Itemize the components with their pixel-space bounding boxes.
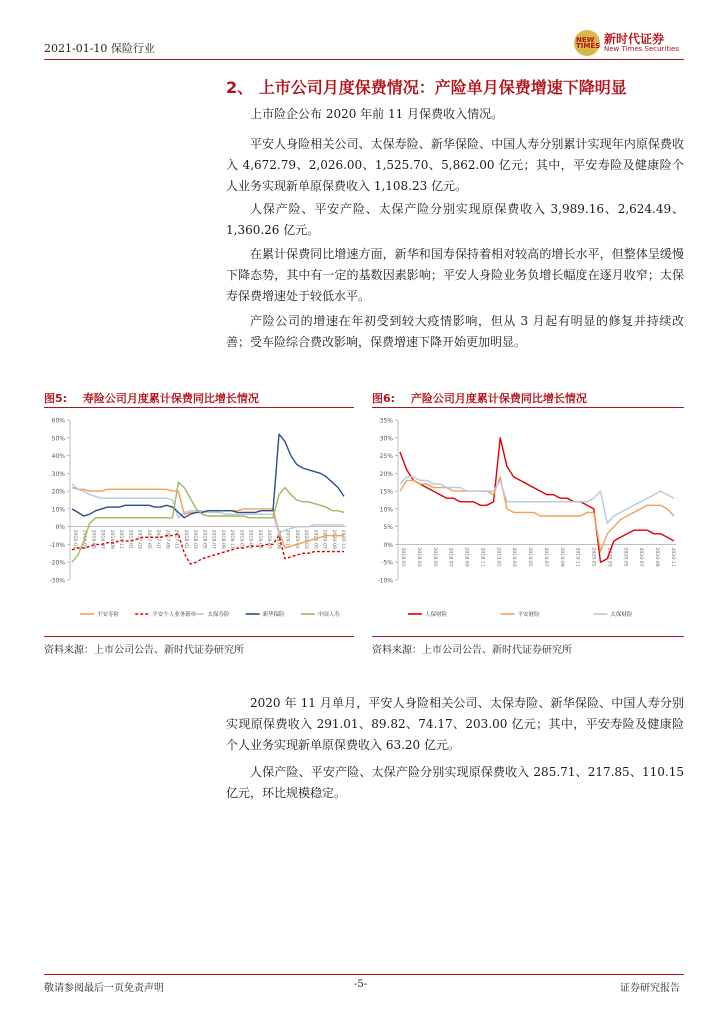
x-tick-label: 2019-05 xyxy=(527,547,533,567)
series-line-4 xyxy=(72,482,344,562)
y-tick-label: 0% xyxy=(383,541,393,549)
x-tick-label: 2016-11 xyxy=(118,529,124,549)
y-tick-label: 5% xyxy=(383,524,393,532)
footer-divider xyxy=(44,974,684,975)
x-tick-label: 2017-03 xyxy=(136,529,142,549)
x-tick-label: 2018-07 xyxy=(447,547,453,567)
x-tick-label: 2016-07 xyxy=(99,529,105,549)
figure-5-chart xyxy=(44,412,354,634)
x-tick-label: 2016-03 xyxy=(81,529,87,549)
figure-6-chart xyxy=(372,412,684,634)
figure-6-source-rule xyxy=(372,636,684,637)
y-tick-label: -10% xyxy=(377,577,393,585)
y-tick-label: 25% xyxy=(379,453,393,461)
legend-label: 太保财险 xyxy=(610,612,633,619)
x-tick-label: 2020-01 xyxy=(293,529,299,549)
x-tick-label: 2016-09 xyxy=(108,529,114,549)
footer-report-type: 证券研究报告 xyxy=(620,983,680,994)
series-line-0 xyxy=(400,438,674,562)
logo-cn-text: 新时代证券 xyxy=(604,32,665,46)
x-tick-label: 2020-07 xyxy=(638,547,644,567)
x-tick-label: 2018-01 xyxy=(400,547,405,567)
x-tick-label: 2018-09 xyxy=(219,529,225,549)
x-tick-label: 2018-11 xyxy=(479,547,485,567)
x-tick-label: 2020-01 xyxy=(590,547,596,567)
y-tick-label: 10% xyxy=(379,506,393,514)
x-tick-label: 2017-11 xyxy=(173,529,179,549)
y-tick-label: 10% xyxy=(51,506,65,514)
y-tick-label: 15% xyxy=(379,488,393,496)
y-tick-label: 60% xyxy=(51,417,65,425)
x-tick-label: 2019-03 xyxy=(511,547,517,567)
figure-6-rule xyxy=(372,407,684,408)
x-tick-label: 2017-01 xyxy=(127,529,133,549)
x-tick-label: 2018-07 xyxy=(210,529,216,549)
legend-label: 平安财险 xyxy=(517,612,540,619)
brand-logo xyxy=(574,30,684,56)
footer-page-number: -5- xyxy=(354,979,368,990)
x-tick-label: 2019-09 xyxy=(558,547,564,567)
legend-label: 人保财险 xyxy=(425,612,448,619)
x-tick-label: 2017-07 xyxy=(155,529,161,549)
x-tick-label: 2017-09 xyxy=(164,529,170,549)
x-tick-label: 2018-11 xyxy=(229,529,235,549)
x-tick-label: 2019-07 xyxy=(542,547,548,567)
x-tick-label: 2020-03 xyxy=(303,529,309,549)
x-tick-label: 2019-01 xyxy=(238,529,244,549)
paragraph-4: 在累计保费同比增速方面，新华和国寿保持着相对较高的增长水平，但整体呈缓慢下降态势，其中有一定的基数因素影响；平安人身险业务负增长幅度在逐月收窄；太保寿保费增速处于较低水平。 xyxy=(226,247,684,303)
y-tick-label: 20% xyxy=(51,488,65,496)
y-tick-label: 30% xyxy=(51,470,65,478)
logo-mark-text: NEW TIMES xyxy=(576,36,601,50)
x-tick-label: 2019-01 xyxy=(495,547,501,567)
y-tick-label: 30% xyxy=(379,435,393,443)
figure-6-caption: 产险公司月度累计保费同比增长情况 xyxy=(410,392,587,405)
x-tick-label: 2020-09 xyxy=(330,529,336,549)
footer-disclaimer: 敬请参阅最后一页免责声明 xyxy=(44,983,164,994)
x-tick-label: 2018-09 xyxy=(463,547,469,567)
x-tick-label: 2019-03 xyxy=(247,529,253,549)
paragraph-2: 平安人身险相关公司、太保寿险、新华保险、中国人寿分别累计实现年内原保费收入 4,672.79、2,026.00、1,525.70、5,862.00 亿元；其中，平安寿险及健康险个人业务实现新单原保费收入 1,108.23 亿元。 xyxy=(226,137,684,193)
x-tick-label: 2018-03 xyxy=(192,529,198,549)
legend-label: 中国人寿 xyxy=(317,612,340,619)
legend-label: 平安寿险 xyxy=(97,612,120,619)
x-tick-label: 2019-11 xyxy=(284,529,290,549)
figure-5-source-rule xyxy=(44,636,354,637)
x-tick-label: 2018-05 xyxy=(201,529,207,549)
series-line-2 xyxy=(400,477,674,523)
logo-emblem-icon xyxy=(574,30,600,56)
y-tick-label: 0% xyxy=(55,524,65,532)
header-date-topic: 2021-01-10 保险行业 xyxy=(44,42,155,55)
paragraph-1: 上市险企公布 2020 年前 11 月保费收入情况。 xyxy=(250,107,504,121)
figure-6-source: 资料来源：上市公司公告、新时代证券研究所 xyxy=(372,645,572,656)
legend-label: 平安个人业务新单 xyxy=(152,612,197,619)
x-tick-label: 2019-05 xyxy=(256,529,262,549)
x-tick-label: 2020-11 xyxy=(340,529,345,549)
x-tick-label: 2016-05 xyxy=(90,529,96,549)
legend-label: 太保寿险 xyxy=(207,612,230,619)
x-tick-label: 2018-01 xyxy=(182,529,188,549)
x-tick-label: 2019-07 xyxy=(266,529,272,549)
y-tick-label: 40% xyxy=(51,453,65,461)
logo-en-text: New Times Securities xyxy=(604,45,679,53)
series-line-2 xyxy=(72,484,344,534)
y-tick-label: 20% xyxy=(379,470,393,478)
x-tick-label: 2020-11 xyxy=(670,547,675,567)
x-tick-label: 2018-03 xyxy=(415,547,421,567)
x-tick-label: 2018-05 xyxy=(431,547,437,567)
figure-5-label: 图5: xyxy=(44,392,68,405)
x-tick-label: 2017-05 xyxy=(145,529,151,549)
x-tick-label: 2020-05 xyxy=(312,529,318,549)
x-tick-label: 2019-11 xyxy=(574,547,580,567)
paragraph-7: 人保产险、平安产险、太保产险分别实现原保费收入 285.71、217.85、110.15 亿元，环比规模稳定。 xyxy=(226,765,684,800)
x-tick-label: 2019-09 xyxy=(275,529,281,549)
figure-5-rule xyxy=(44,407,354,408)
series-line-1 xyxy=(400,477,674,552)
x-tick-label: 2020-03 xyxy=(606,547,612,567)
y-tick-label: -10% xyxy=(49,541,65,549)
y-tick-label: 35% xyxy=(379,417,393,425)
figure-5-title xyxy=(44,390,259,406)
series-line-3 xyxy=(72,434,344,518)
y-tick-label: 50% xyxy=(51,435,65,443)
figure-6-label: 图6: xyxy=(372,392,396,405)
paragraph-5: 产险公司的增速在年初受到较大疫情影响，但从 3 月起有明显的修复并持续改善；受车险综合费改影响，保费增速下降开始更加明显。 xyxy=(226,314,684,349)
y-tick-label: -20% xyxy=(49,559,65,567)
figure-5-source: 资料来源：上市公司公告、新时代证券研究所 xyxy=(44,645,244,656)
paragraph-3: 人保产险、平安产险、太保产险分别实现原保费收入 3,989.16、2,624.49、1,360.26 亿元。 xyxy=(226,202,684,237)
header-divider xyxy=(44,59,684,60)
section-title: 2、 上市公司月度保费情况：产险单月保费增速下降明显 xyxy=(226,78,627,97)
x-tick-label: 2020-07 xyxy=(321,529,327,549)
x-tick-label: 2020-09 xyxy=(654,547,660,567)
legend-label: 新华保险 xyxy=(262,612,285,619)
y-tick-label: -30% xyxy=(49,577,65,585)
y-tick-label: -5% xyxy=(381,559,393,567)
x-tick-label: 2020-05 xyxy=(622,547,628,567)
figure-5-caption: 寿险公司月度累计保费同比增长情况 xyxy=(82,392,259,405)
figure-6-title xyxy=(372,390,587,406)
paragraph-6: 2020 年 11 月单月，平安人身险相关公司、太保寿险、新华保险、中国人寿分别实现原保费收入 291.01、89.82、74.17、203.00 亿元；其中，平安寿险及健康险个人业务实现新单原保费收入 63.20 亿元。 xyxy=(226,696,684,752)
x-tick-label: 2016-01 xyxy=(72,529,77,549)
